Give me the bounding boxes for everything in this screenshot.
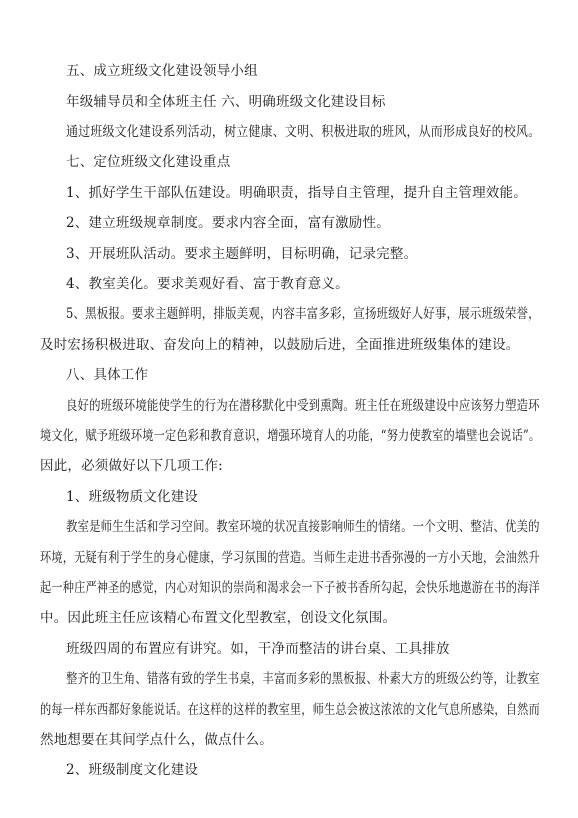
list-item-continuation: 及时宏扬积极进取、奋发向上的精神，以鼓励后进，全面推进班级集体的建设。 (40, 337, 520, 353)
list-item: 1、抓好学生干部队伍建设。明确职责，指导自主管理，提升自主管理效能。 (66, 185, 527, 201)
heading-5: 五、成立班级文化建设领导小组 (66, 63, 258, 79)
paragraph-line: 境文化，赋予班级环境一定色彩和教育意识，增强环境育人的功能，“努力使教室的墙壁也会说话”。 (40, 428, 541, 444)
paragraph-line: 中。因此班主任应该精心布置文化型教室，创设文化氛围。 (40, 610, 397, 626)
paragraph-line: 班级四周的布置应有讲究。如，干净而整洁的讲台桌、工具排放 (66, 641, 450, 657)
subheading-1: 1、班级物质文化建设 (66, 489, 199, 505)
paragraph-line: 因此，必须做好以下几项工作: (40, 458, 223, 474)
list-item: 2、建立班级规章制度。要求内容全面，富有激励性。 (66, 215, 390, 231)
list-item: 4、教室美化。要求美观好看、富于教育意义。 (66, 276, 349, 292)
list-item: 5、黑板报。要求主题鲜明，排版美观，内容丰富多彩，宣扬班级好人好事，展示班级荣誉， (66, 306, 540, 322)
heading-8: 八、具体工作 (66, 367, 149, 383)
paragraph-line: 环境，无疑有利于学生的身心健康，学习氛围的营造。当师生走进书香弥漫的一方小天地，会油然升 (40, 550, 540, 566)
paragraph-line: 年级辅导员和全体班主任 六、明确班级文化建设目标 (66, 94, 386, 110)
list-item: 3、开展班队活动。要求主题鲜明，目标明确，记录完整。 (66, 246, 418, 262)
subheading-2: 2、班级制度文化建设 (66, 762, 199, 778)
paragraph-line: 的每一样东西都好象能说话。在这样的这样的教室里，师生总会被这浓浓的文化气息所感染，自然而 (40, 702, 540, 718)
paragraph-line: 整齐的卫生角、错落有致的学生书桌，丰富而多彩的黑板报、朴素大方的班级公约等，让教室 (66, 671, 540, 687)
paragraph-line: 然地想要在其间学点什么，做点什么。 (40, 732, 273, 748)
paragraph-line: 良好的班级环境能使学生的行为在潜移默化中受到熏陶。班主任在班级建设中应该努力塑造环 (66, 398, 540, 414)
paragraph-line: 教室是师生生活和学习空间。教室环境的状况直接影响师生的情绪。一个文明、整洁、优美的 (66, 519, 540, 535)
paragraph-line: 通过班级文化建设系列活动，树立健康、文明、积极进取的班风，从而形成良好的校风。 (66, 124, 541, 140)
paragraph-line: 起一种庄严神圣的感觉，内心对知识的崇尚和渴求会一下子被书香所勾起，会快乐地遨游在书的海洋 (40, 580, 540, 596)
heading-7: 七、定位班级文化建设重点 (66, 154, 231, 170)
